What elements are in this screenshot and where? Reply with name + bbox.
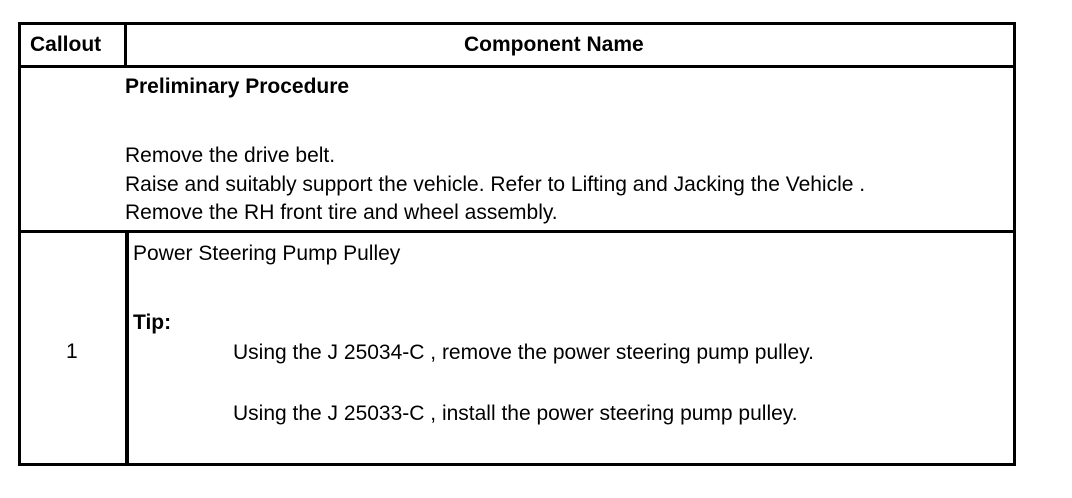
tip-text: Using the J 25033-C , install the power steering pump pulley. bbox=[233, 402, 798, 425]
tip-label: Tip: bbox=[133, 311, 172, 334]
header-callout: Callout bbox=[30, 33, 102, 56]
preliminary-divider bbox=[21, 230, 1013, 233]
preliminary-step: Remove the RH front tire and wheel assembly. bbox=[125, 201, 558, 224]
header-column-divider bbox=[124, 25, 127, 65]
row-component-name: Power Steering Pump Pulley bbox=[133, 242, 401, 265]
row-column-divider bbox=[125, 233, 129, 463]
preliminary-title: Preliminary Procedure bbox=[125, 75, 350, 98]
preliminary-step: Remove the drive belt. bbox=[125, 144, 336, 167]
tip-text: Using the J 25034-C , remove the power steering pump pulley. bbox=[233, 341, 814, 364]
header-component-name: Component Name bbox=[464, 33, 644, 56]
row-callout-number: 1 bbox=[66, 340, 78, 363]
preliminary-step: Raise and suitably support the vehicle. Refer to Lifting and Jacking the Vehicle . bbox=[125, 173, 866, 196]
component-table bbox=[18, 22, 1016, 466]
header-divider bbox=[21, 65, 1013, 68]
